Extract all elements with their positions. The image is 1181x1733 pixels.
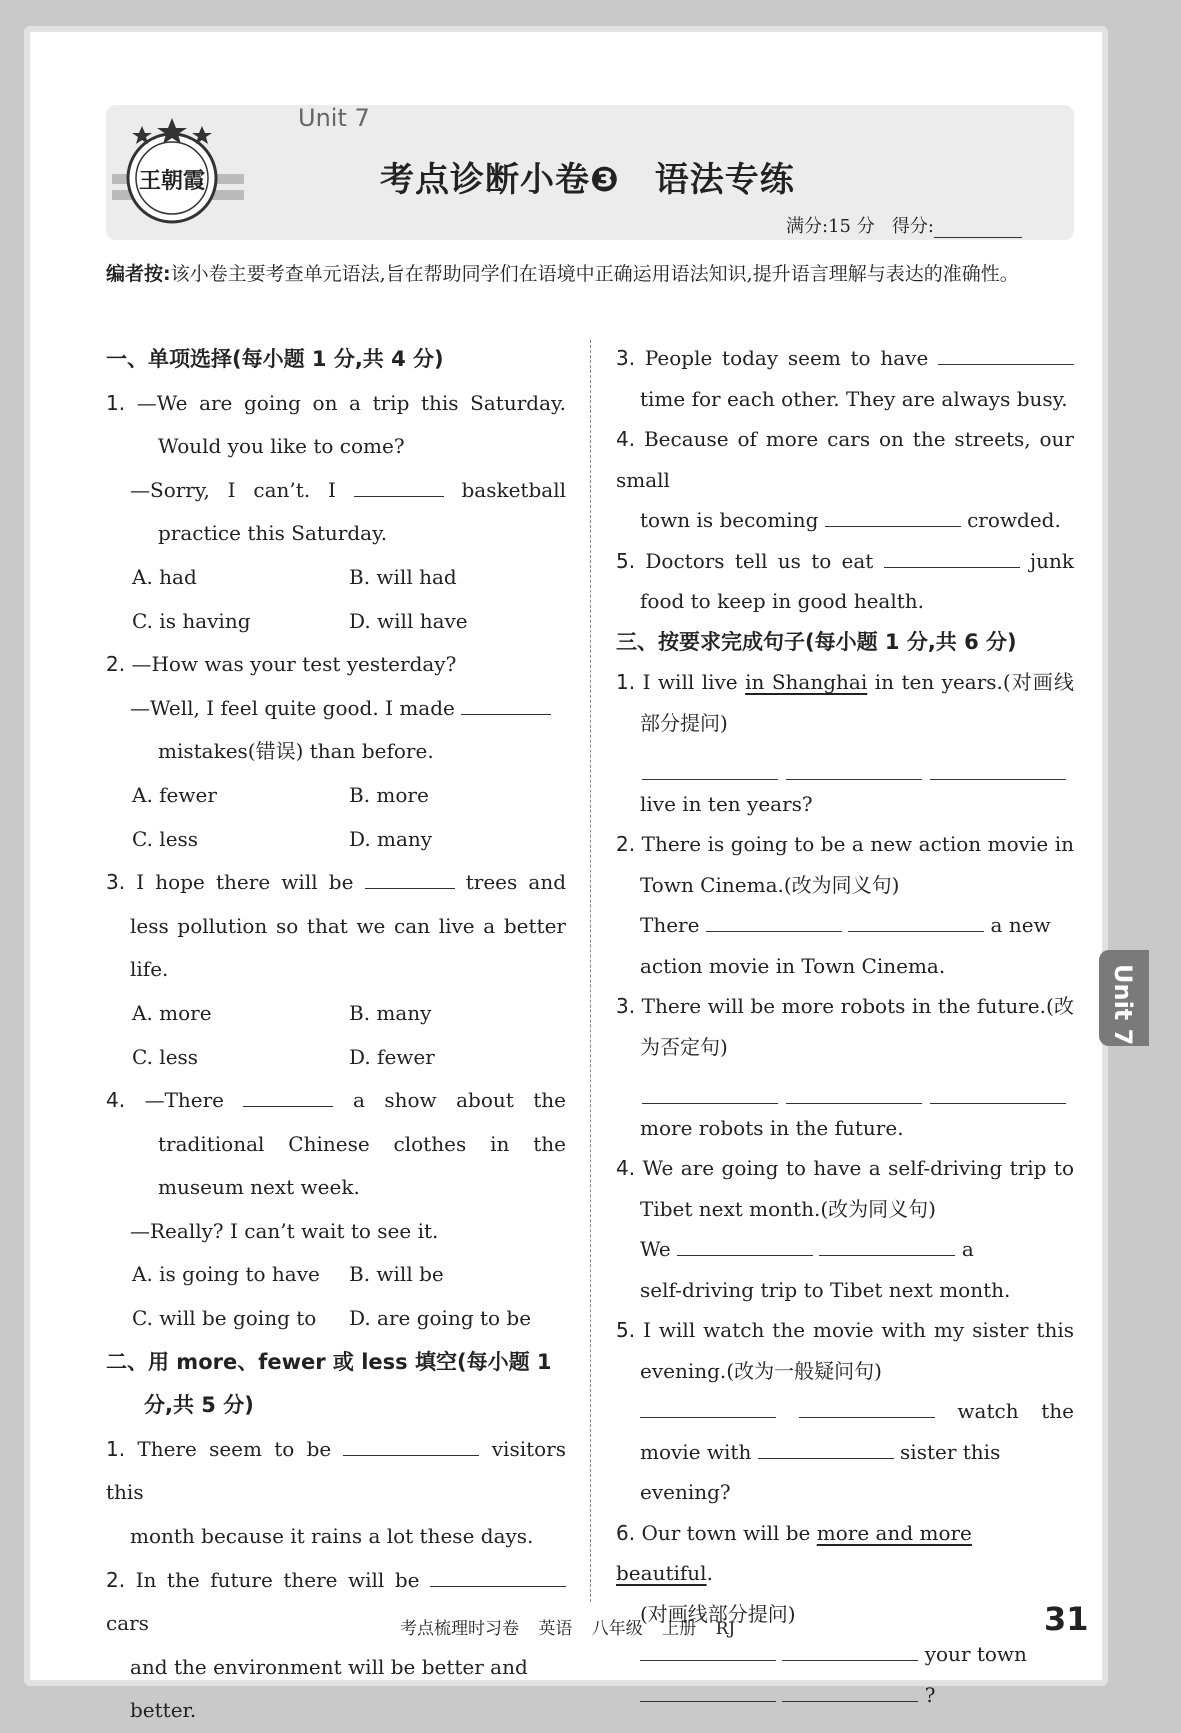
answer-blank[interactable] — [354, 476, 444, 497]
option-c[interactable]: C. will be going to — [132, 1306, 317, 1331]
question-item: 3. People today seem to have time for each other. They are always busy. — [616, 338, 1074, 419]
left-column — [106, 338, 566, 1733]
answer-blank[interactable] — [782, 1681, 918, 1702]
score-blank[interactable] — [934, 236, 1022, 238]
answer-blank[interactable] — [758, 1438, 894, 1459]
question-item: 4. We are going to have a self-driving trip to Tibet next month.(改为同义句) We a self-driving trip to Tibet next month. — [616, 1156, 1075, 1302]
option-a[interactable]: A. more — [132, 1000, 212, 1025]
answer-blank[interactable] — [677, 1235, 813, 1256]
option-a[interactable]: A. fewer — [132, 782, 217, 807]
answer-blank[interactable] — [782, 1640, 918, 1661]
option-c[interactable]: C. less — [132, 1044, 199, 1069]
score-line: 满分:15 分 得分: — [786, 212, 1022, 238]
option-a[interactable]: A. had — [132, 564, 197, 589]
answer-blank[interactable] — [343, 1435, 479, 1456]
section-title: 二、用 more、fewer 或 less 填空(每小题 1 分,共 5 分) — [106, 1349, 552, 1418]
option-a[interactable]: A. is going to have — [132, 1262, 320, 1287]
right-column — [616, 338, 1074, 1715]
question-item: 6. Our town will be more and more beautiful. (对画线部分提问) your town ? — [616, 1520, 1027, 1707]
answer-blank[interactable] — [640, 1640, 776, 1661]
question-item: 4. —There a show about the traditional Chinese clothes in the museum next week. —Really? I can’t wait to see it. A. is going to have B. will be C. will be going to D. are going to be — [106, 1079, 566, 1341]
question-item: 1. —We are going on a trip this Saturday. Would you like to come? —Sorry, I can’t. I basketball practice this Saturday. A. had B. will had C. is having D. will have — [106, 382, 566, 644]
footer-text: 考点梳理时习卷 英语 八年级 上册 RJ — [400, 1619, 736, 1639]
question-item: 2. —How was your test yesterday? —Well, I feel quite good. I made mistakes(错误) than before. A. fewer B. more C. less D. many — [106, 643, 566, 861]
unit-label: Unit 7 — [298, 104, 370, 132]
answer-blank[interactable] — [430, 1566, 566, 1587]
answer-blank[interactable] — [848, 911, 984, 932]
section-title: 一、单项选择(每小题 1 分,共 4 分) — [106, 347, 444, 371]
answer-blank-row[interactable] — [616, 1067, 1074, 1108]
option-b[interactable]: B. will be — [349, 1262, 444, 1287]
answer-blank[interactable] — [365, 868, 455, 889]
question-item: 1. I will live in Shanghai in ten years.(对画线 部分提问) live in ten years? — [616, 670, 1075, 816]
question-item: 1. There seem to be visitors this month because it rains a lot these days. — [106, 1436, 567, 1549]
section-title: 三、按要求完成句子(每小题 1 分,共 6 分) — [616, 629, 1017, 654]
option-c[interactable]: C. is having — [132, 608, 251, 633]
option-d[interactable]: D. many — [349, 826, 433, 851]
answer-blank[interactable] — [640, 1681, 776, 1702]
publisher-logo-icon — [112, 112, 244, 230]
option-b[interactable]: B. more — [349, 782, 429, 807]
question-item: 5. Doctors tell us to eat junk food to keep in good health. — [616, 548, 1075, 613]
answer-blank[interactable] — [461, 694, 551, 715]
question-item: 3. There will be more robots in the future.(改 为否定句) more robots in the future. — [616, 994, 1074, 1140]
answer-blank[interactable] — [799, 1397, 935, 1418]
page-number: 31 — [1044, 1600, 1089, 1638]
answer-blank[interactable] — [243, 1086, 333, 1107]
question-item: 2. There is going to be a new action movie in Town Cinema.(改为同义句) There a new action movie in Town Cinema. — [616, 832, 1074, 978]
answer-blank-row[interactable] — [616, 743, 1074, 784]
option-d[interactable]: D. fewer — [349, 1044, 435, 1069]
option-c[interactable]: C. less — [132, 826, 199, 851]
option-b[interactable]: B. many — [349, 1000, 432, 1025]
side-unit-tab: Unit 7 — [1099, 950, 1149, 1046]
answer-blank[interactable] — [706, 911, 842, 932]
option-d[interactable]: D. are going to be — [349, 1306, 532, 1331]
svg-text:王朝霞: 王朝霞 — [138, 168, 206, 194]
question-item: 5. I will watch the movie with my sister this evening.(改为一般疑问句) watch the movie with sister this evening? — [616, 1318, 1075, 1504]
editor-note: 编者按:该小卷主要考查单元语法,旨在帮助同学们在语境中正确运用语法知识,提升语言理解与表达的准确性。 — [106, 263, 1019, 285]
option-b[interactable]: B. will had — [349, 564, 457, 589]
page-title: 考点诊断小卷❸ 语法专练 — [380, 160, 795, 200]
option-d[interactable]: D. will have — [349, 608, 468, 633]
answer-blank[interactable] — [819, 1235, 955, 1256]
answer-blank[interactable] — [640, 1397, 776, 1418]
answer-blank[interactable] — [884, 547, 1020, 568]
answer-blank[interactable] — [938, 344, 1074, 365]
answer-blank[interactable] — [825, 506, 961, 527]
column-divider — [590, 340, 591, 1602]
question-item: 2. In the future there will be cars and the environment will be better and better. — [106, 1559, 566, 1733]
question-item: 4. Because of more cars on the streets, our small town is becoming crowded. — [616, 427, 1074, 532]
question-item: 3. I hope there will be trees and less pollution so that we can live a better life. A. more B. many C. less D. fewer — [106, 861, 566, 1079]
